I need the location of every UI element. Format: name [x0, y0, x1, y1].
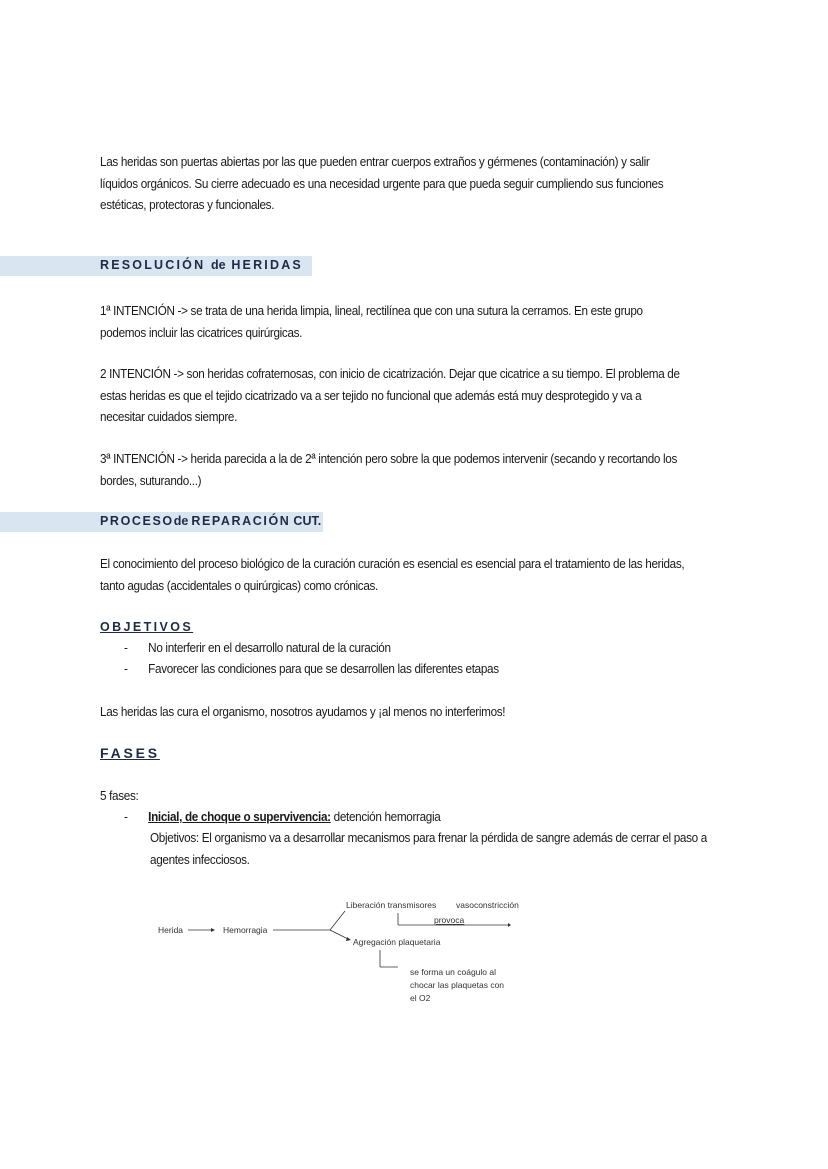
intencion-1: 1ª INTENCIÓN -> se trata de una herida limpia, lineal, rectilínea que con una sutura la cerramos. En este grupo podemos incluir las cicatrices quirúrgicas. — [100, 304, 643, 340]
intencion-3: 3ª INTENCIÓN -> herida parecida a la de 2ª intención pero sobre la que podemos intervenir (secando y recortando los bordes, suturando...) — [100, 452, 678, 488]
title-word: de — [211, 258, 226, 272]
title-word: HERIDAS — [231, 258, 303, 272]
list-item-phase-1 — [124, 807, 440, 828]
title-word: de — [173, 514, 189, 528]
arrow-head — [346, 937, 351, 941]
branch-down — [330, 930, 348, 939]
section-title-resolucion — [100, 258, 303, 272]
section-band-resolucion — [0, 256, 312, 276]
section-band-proceso — [0, 512, 323, 532]
title-word: REPARACIÓN — [191, 514, 291, 528]
bullet-dash: - — [124, 641, 128, 655]
hemorrhage-diagram — [148, 893, 548, 1013]
section-title-proceso — [100, 514, 321, 528]
diagram-agregacion: Agregación plaquetaria — [353, 937, 441, 947]
diagram-coagulo-1: se forma un coágulo al — [410, 967, 496, 977]
bullet-dash: - — [124, 810, 128, 824]
diagram-herida: Herida — [158, 925, 184, 935]
diagram-coagulo-3: el O2 — [410, 993, 431, 1003]
list-item — [124, 659, 499, 680]
list-item-text: No interferir en el desarrollo natural de la curación — [148, 641, 391, 655]
diagram-liberacion: Liberación transmisores — [346, 900, 437, 910]
branch-up — [330, 911, 345, 930]
list-item — [124, 638, 391, 659]
title-word: CUT. — [293, 514, 322, 528]
title-word: RESOLUCIÓN — [100, 258, 206, 272]
phase-1-objectives: Objetivos: El organismo va a desarrollar mecanismos para frenar la pérdida de sangre además de cerrar el paso a agentes infecciosos. — [150, 831, 707, 867]
arrow-head — [508, 923, 511, 927]
title-word: PROCESO — [100, 514, 174, 528]
fases-heading: FASES — [100, 745, 160, 761]
objetivos-note: Las heridas las cura el organismo, nosotros ayudamos y ¡al menos no interferimos! — [100, 705, 506, 719]
intencion-2: 2 INTENCIÓN -> son heridas cofraternosas, con inicio de cicatrización. Dejar que cicatrice a su tiempo. El problema de estas heridas es que el tejido cicatrizado va a ser tejido no funcional que además está muy desprotegido y va a necesitar cuidados siempre. — [100, 367, 680, 424]
phase-desc: detención hemorragia — [330, 810, 441, 824]
intro-paragraph: Las heridas son puertas abiertas por las que pueden entrar cuerpos extraños y gérmenes (contaminación) y salir líquidos orgánicos. Su cierre adecuado es una necesidad urgente para que pueda seguir cumpliendo sus funciones estéticas, protectoras y funcionales. — [100, 155, 664, 212]
arrow-head — [211, 928, 215, 932]
list-item-text: Favorecer las condiciones para que se desarrollen las diferentes etapas — [148, 662, 499, 676]
objetivos-heading: OBJETIVOS — [100, 620, 194, 634]
diagram-hemorragia: Hemorragia — [223, 925, 268, 935]
diagram-coagulo-2: chocar las plaquetas con — [410, 980, 505, 990]
bullet-dash: - — [124, 662, 128, 676]
fases-count: 5 fases: — [100, 789, 139, 803]
diagram-vasoconstriccion: vasoconstricción — [456, 900, 519, 910]
proceso-paragraph: El conocimiento del proceso biológico de la curación curación es esencial es esencial para el tratamiento de las heridas, tanto agudas (accidentales o quirúrgicas) como crónicas. — [100, 557, 685, 593]
diagram-provoca: provoca — [434, 915, 465, 925]
phase-name: Inicial, de choque o supervivencia: — [148, 810, 331, 824]
